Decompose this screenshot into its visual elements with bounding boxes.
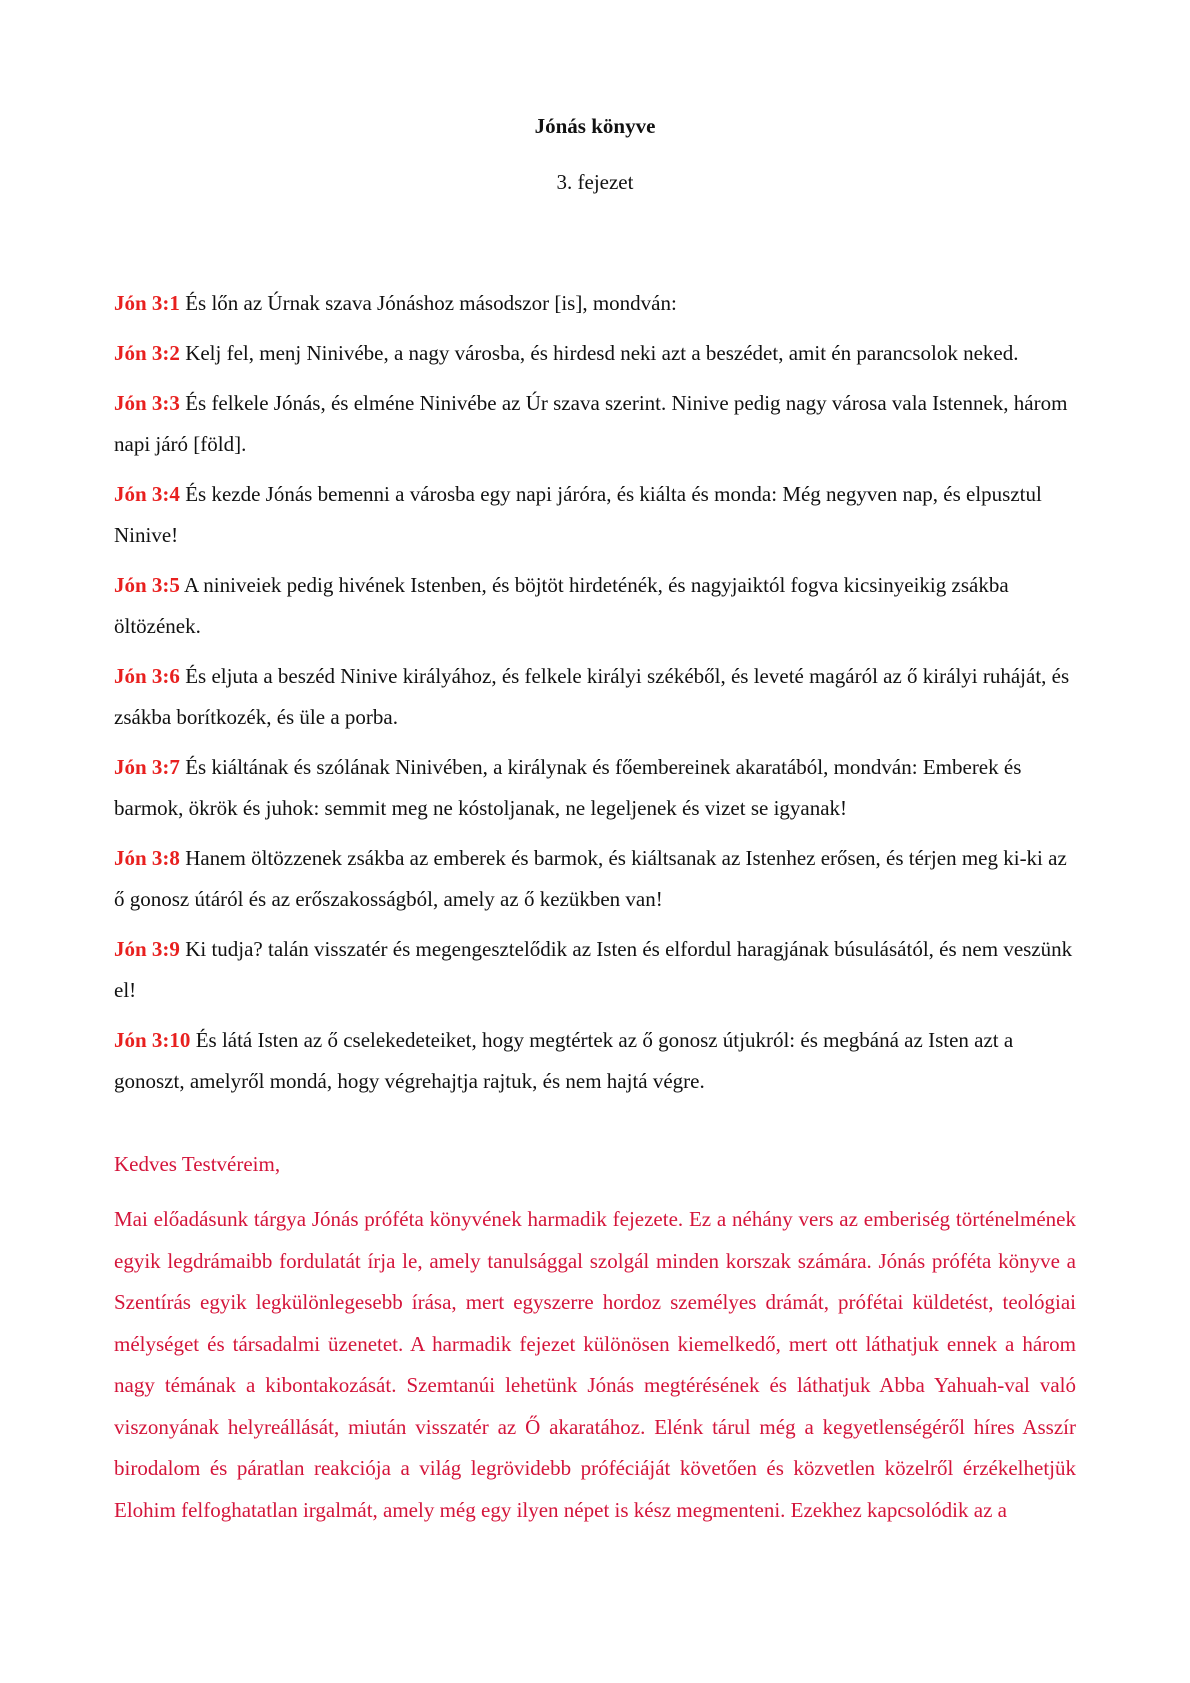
verse [114,929,1076,1011]
verse [114,383,1076,465]
chapter-heading: 3. fejezet [556,170,634,194]
verse-reference: Jón 3:8 [114,846,180,870]
verse-reference: Jón 3:7 [114,755,180,779]
verse [114,283,1076,324]
verse-reference: Jón 3:2 [114,341,180,365]
verse [114,656,1076,738]
verse-text: És kezde Jónás bemenni a városba egy napi járóra, és kiálta és monda: Még negyven nap, és elpusztul Ninive! [114,482,1042,547]
verse-reference: Jón 3:6 [114,664,180,688]
verse-text: És látá Isten az ő cselekedeteiket, hogy megtértek az ő gonosz útjukról: és megbáná az Isten azt a gonoszt, amelyről mondá, hogy végrehajtja rajtuk, és nem hajtá végre. [114,1028,1014,1093]
verse [114,474,1076,556]
verse-list [114,283,1076,1111]
verse-text: Ki tudja? talán visszatér és megengesztelődik az Isten és elfordul haragjának búsulásától, és nem veszünk el! [114,937,1073,1002]
verse-reference: Jón 3:3 [114,391,180,415]
verse-text: És kiáltának és szólának Ninivében, a királynak és főembereinek akaratából, mondván: Emberek és barmok, ökrök és juhok: semmit meg ne kóstoljanak, ne legeljenek és vizet se igyanak! [114,755,1022,820]
verse-reference: Jón 3:10 [114,1028,191,1052]
verse-reference: Jón 3:5 [114,573,180,597]
verse [114,747,1076,829]
verse [114,838,1076,920]
verse-text: És felkele Jónás, és elméne Ninivébe az Úr szava szerint. Ninive pedig nagy városa vala Istennek, három napi járó [föld]. [114,391,1068,456]
verse-text: És lőn az Úrnak szava Jónáshoz másodszor [is], mondván: [179,291,677,315]
verse [114,333,1076,374]
verse-text: Hanem öltözzenek zsákba az emberek és barmok, és kiáltsanak az Istenhez erősen, és térjen meg ki-ki az ő gonosz útáról és az erőszakosságból, amely az ő kezükben van! [114,846,1067,911]
commentary-paragraph: Mai előadásunk tárgya Jónás próféta könyvének harmadik fejezete. Ez a néhány vers az emberiség történelmének egyik legdrámaibb fordulatát írja le, amely tanulsággal szolgál minden korszak számára. Jónás próféta könyve a Szentírás egyik legkülönlegesebb írása, mert egyszerre hordoz személyes drámát, prófétai küldetést, teológiai mélységet és társadalmi üzenetet. A harmadik fejezet különösen kiemelkedő, mert ott láthatjuk ennek a három nagy témának a kibontakozását. Szemtanúi lehetünk Jónás megtérésének és láthatjuk Abba Yahuah-val való viszonyának helyreállását, miután visszatér az Ő akaratához. Elénk tárul még a kegyetlenségéről híres Asszír birodalom és páratlan reakciója a világ legrövidebb próféciáját követően és közvetlen közelről érzékelhetjük Elohim felfoghatatlan irgalmát, amely még egy ilyen népet is kész megmenteni. Ezekhez kapcsolódik az a [114,1207,1076,1522]
book-title: Jónás könyve [534,114,656,138]
verse-reference: Jón 3:9 [114,937,180,961]
verse [114,1020,1076,1102]
verse-text: A niniveiek pedig hivének Istenben, és böjtöt hirdeténék, és nagyjaiktól fogva kicsinyeikig zsákba öltözének. [114,573,1009,638]
verse-text: És eljuta a beszéd Ninive királyához, és felkele királyi székéből, és leveté magáról az ő királyi ruháját, és zsákba borítkozék, és üle a porba. [114,664,1070,729]
verse-text: Kelj fel, menj Ninivébe, a nagy városba, és hirdesd neki azt a beszédet, amit én parancsolok neked. [179,341,1019,365]
verse [114,565,1076,647]
commentary-greeting: Kedves Testvéreim, [114,1152,281,1176]
verse-reference: Jón 3:4 [114,482,180,506]
verse-reference: Jón 3:1 [114,291,180,315]
